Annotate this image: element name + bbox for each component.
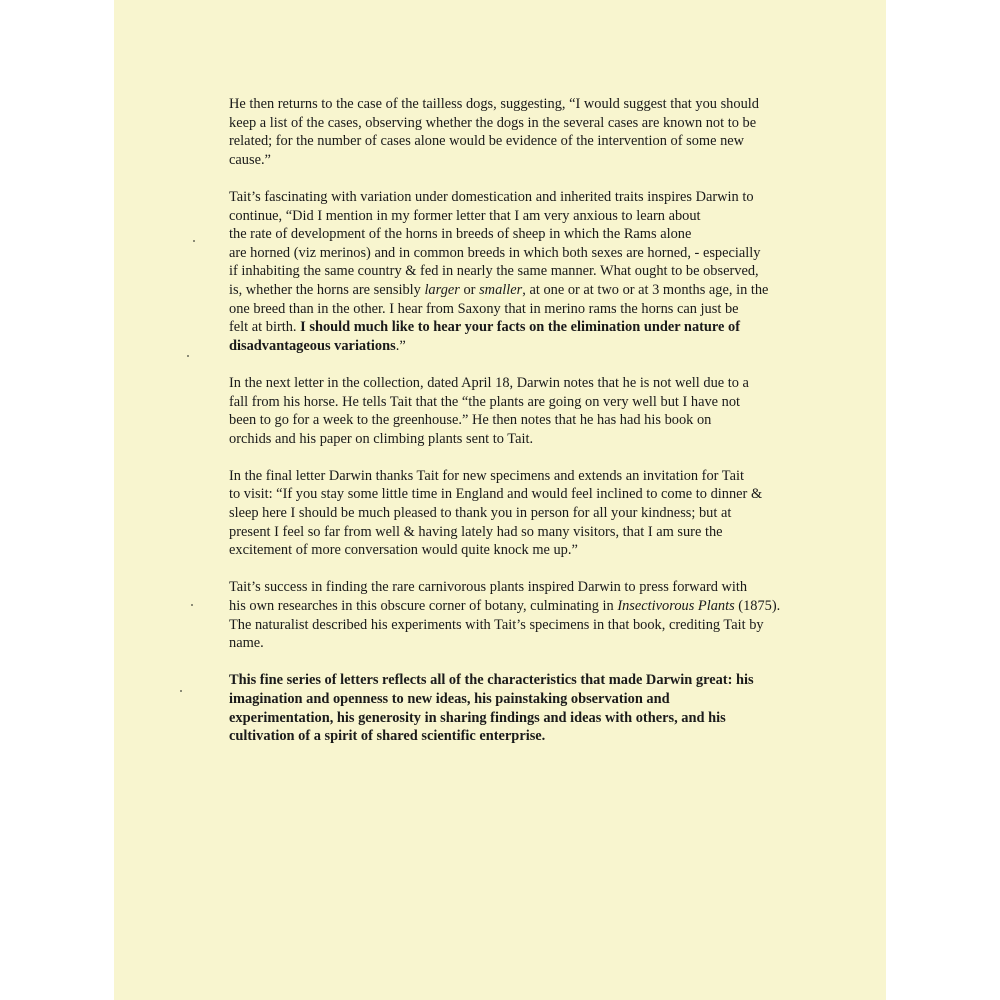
text-line: imagination and openness to new ideas, his painstaking observation and xyxy=(229,691,670,707)
text-line: continue, “Did I mention in my former letter that I am very anxious to learn about xyxy=(229,207,701,224)
paper-speck xyxy=(191,604,193,606)
text-line xyxy=(229,318,789,337)
text-line: to visit: “If you stay some little time in England and would feel inclined to come to dinner & xyxy=(229,486,763,503)
text-run: felt at birth. xyxy=(229,319,301,336)
text-line: excitement of more conversation would quite knock me up.” xyxy=(229,542,578,559)
text-line xyxy=(229,597,789,616)
bold-quote: disadvantageous variations xyxy=(229,337,396,354)
document-body xyxy=(229,95,789,764)
text-line: are horned (viz merinos) and in common breeds in which both sexes are horned, - especially xyxy=(229,244,761,261)
paragraph-sheep-horns xyxy=(229,188,789,355)
text-line: Tait’s fascinating with variation under domestication and inherited traits inspires Darwin to xyxy=(229,188,754,205)
paragraph-final-letter xyxy=(229,467,789,560)
text-line xyxy=(229,337,789,356)
text-line: In the final letter Darwin thanks Tait for new specimens and extends an invitation for Tait xyxy=(229,467,744,484)
text-line: orchids and his paper on climbing plants sent to Tait. xyxy=(229,430,534,447)
text-line xyxy=(229,281,789,300)
paper-speck xyxy=(187,355,189,357)
text-line: fall from his horse. He tells Tait that the “the plants are going on very well but I have not xyxy=(229,393,741,410)
text-line: keep a list of the cases, observing whether the dogs in the several cases are known not to be xyxy=(229,114,757,131)
paragraph-conclusion xyxy=(229,671,789,745)
text-run: is, whether the horns are sensibly xyxy=(229,281,425,298)
bold-quote: I should much like to hear your facts on the elimination under nature of xyxy=(300,319,741,336)
book-title-italic: Insectivorous Plants xyxy=(617,598,735,615)
text-line: Tait’s success in finding the rare carnivorous plants inspired Darwin to press forward with xyxy=(229,579,748,596)
text-run: his own researches in this obscure corner of botany, culminating in xyxy=(229,598,618,615)
document-page xyxy=(114,0,886,1000)
paragraph-tailless-dogs xyxy=(229,95,789,169)
text-line: name. xyxy=(229,635,264,652)
text-line: present I feel so far from well & having lately had so many visitors, that I am sure the xyxy=(229,523,723,540)
text-line: sleep here I should be much pleased to thank you in person for all your kindness; but at xyxy=(229,505,732,522)
italic-word-larger: larger xyxy=(424,281,460,298)
text-run: (1875). xyxy=(734,598,781,615)
paragraph-carnivorous-plants xyxy=(229,578,789,652)
text-line: cause.” xyxy=(229,151,271,168)
text-line: if inhabiting the same country & fed in nearly the same manner. What ought to be observed, xyxy=(229,263,759,280)
paper-speck xyxy=(193,240,195,242)
text-run: , at one or at two or at 3 months age, in the xyxy=(522,281,769,298)
text-line: cultivation of a spirit of shared scientific enterprise. xyxy=(229,728,546,745)
text-run: .” xyxy=(395,337,406,354)
text-line: experimentation, his generosity in sharing findings and ideas with others, and his xyxy=(229,709,726,726)
text-line: This fine series of letters reflects all of the characteristics that made Darwin great: his xyxy=(229,672,754,689)
text-line: The naturalist described his experiments with Tait’s specimens in that book, crediting Tait by xyxy=(229,616,764,633)
text-line: related; for the number of cases alone would be evidence of the intervention of some new xyxy=(229,133,745,150)
text-line: He then returns to the case of the tailless dogs, suggesting, “I would suggest that you should xyxy=(229,96,759,112)
text-line: In the next letter in the collection, dated April 18, Darwin notes that he is not well due to a xyxy=(229,374,749,391)
paper-speck xyxy=(180,690,182,692)
text-line: the rate of development of the horns in breeds of sheep in which the Rams alone xyxy=(229,226,692,243)
text-run: or xyxy=(459,281,480,298)
paragraph-april-letter xyxy=(229,374,789,448)
text-line: one breed than in the other. I hear from Saxony that in merino rams the horns can just be xyxy=(229,300,739,317)
italic-word-smaller: smaller xyxy=(479,281,523,298)
text-line: been to go for a week to the greenhouse.” He then notes that he has had his book on xyxy=(229,412,712,429)
